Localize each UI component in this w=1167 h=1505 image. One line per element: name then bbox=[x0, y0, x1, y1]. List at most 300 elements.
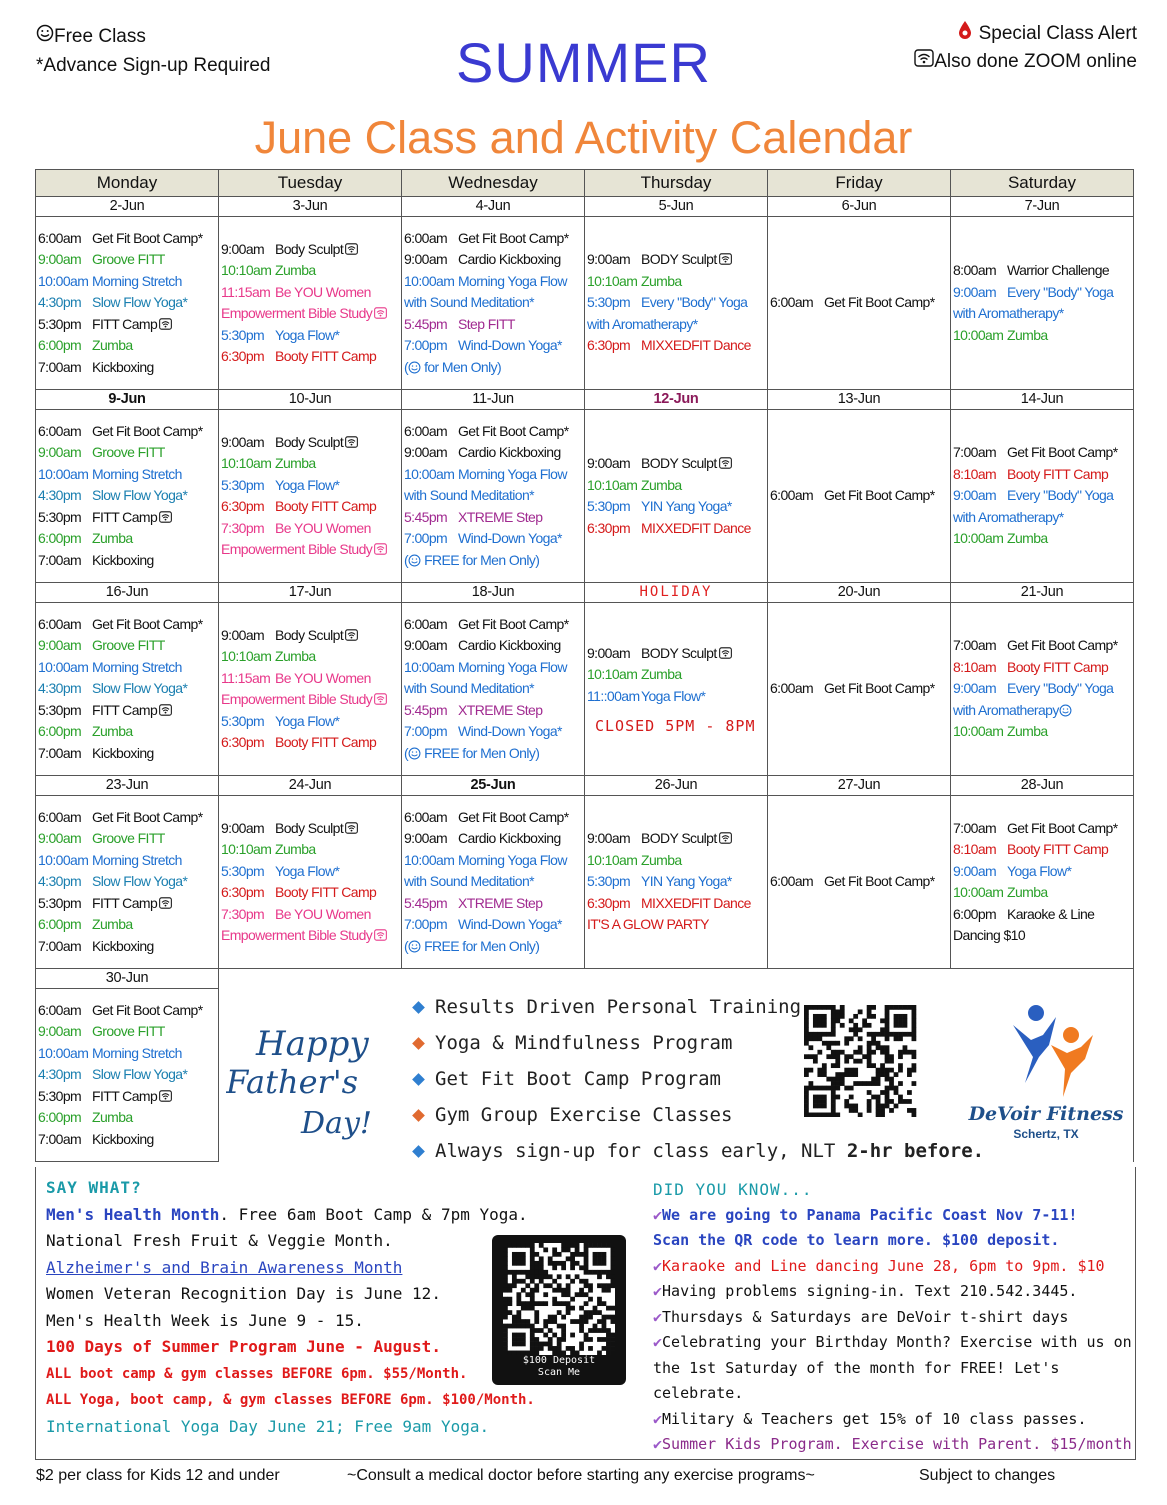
class-entry bbox=[953, 678, 1133, 700]
class-row bbox=[36, 603, 1134, 776]
class-name: Cardio Kickboxing bbox=[458, 637, 561, 654]
class-name: Be YOU Women bbox=[275, 519, 371, 536]
devoir-logo bbox=[961, 995, 1131, 1145]
class-entry bbox=[587, 496, 767, 518]
smiley-icon: ( bbox=[404, 745, 424, 761]
class-time: 10:00am bbox=[953, 326, 1004, 343]
class-entry bbox=[38, 1129, 218, 1151]
class-name: Cardio Kickboxing bbox=[458, 830, 561, 847]
class-time: 4:30pm bbox=[38, 680, 82, 697]
fact-text: Summer Kids Program. Exercise with Parent. $15/month bbox=[662, 1435, 1132, 1453]
class-name: Morning Yoga Flow bbox=[458, 272, 567, 289]
class-time: 5:45pm bbox=[404, 508, 448, 525]
class-entry bbox=[221, 818, 401, 840]
class-name: Get Fit Boot Camp* bbox=[92, 1001, 203, 1018]
class-name: Zumba bbox=[92, 337, 133, 354]
class-name: Get Fit Boot Camp* bbox=[824, 680, 935, 697]
class-name: Morning Stretch bbox=[92, 465, 182, 482]
class-time: 9:00am bbox=[38, 637, 82, 654]
did-you-know-heading: DID YOU KNOW... bbox=[653, 1180, 813, 1199]
class-entry bbox=[404, 678, 584, 700]
class-name: Yoga Flow* bbox=[275, 326, 340, 343]
class-name: Booty FITT Camp bbox=[1007, 658, 1109, 675]
class-time: 10:10am bbox=[221, 841, 272, 857]
class-entry bbox=[953, 818, 1133, 840]
class-entry bbox=[221, 325, 401, 347]
class-name: Groove FITT bbox=[92, 444, 165, 461]
date-label: 26-Jun bbox=[585, 776, 768, 796]
class-time: 6:00am bbox=[404, 229, 448, 246]
class-name: Kickboxing bbox=[92, 937, 154, 954]
class-entry bbox=[404, 507, 584, 529]
checkmark-icon: ✔ bbox=[653, 1435, 663, 1453]
class-name: BODY Sculpt bbox=[641, 830, 717, 847]
class-entry bbox=[404, 550, 584, 572]
class-entry bbox=[587, 335, 767, 357]
day-cell bbox=[402, 796, 585, 969]
class-entry bbox=[953, 700, 1133, 722]
class-name: Zumba bbox=[92, 1109, 133, 1126]
zoom-icon bbox=[157, 316, 172, 332]
fact-text: the 1st Saturday of the month for FREE! Let's celebrate. bbox=[653, 1358, 1060, 1402]
day-cell bbox=[585, 217, 768, 390]
class-time: 10:00am bbox=[404, 658, 455, 675]
class-entry bbox=[404, 936, 584, 958]
day-cell bbox=[768, 796, 951, 969]
footer-subject: Subject to changes bbox=[919, 1467, 1056, 1484]
class-entry bbox=[38, 485, 218, 507]
class-name: with Sound Meditation* bbox=[404, 873, 534, 890]
class-entry bbox=[38, 893, 218, 915]
fathers-day-graphic bbox=[226, 1005, 396, 1145]
class-name: Morning Stretch bbox=[92, 1044, 182, 1061]
class-time: 7:00am bbox=[38, 744, 82, 761]
class-name: Booty FITT Camp bbox=[275, 498, 377, 514]
zoom-icon bbox=[157, 1088, 172, 1104]
class-entry bbox=[770, 292, 950, 314]
class-entry bbox=[38, 871, 218, 893]
date-label: 17-Jun bbox=[219, 583, 402, 603]
class-time: 5:30pm bbox=[38, 894, 82, 911]
day-cell bbox=[36, 410, 219, 583]
date-row bbox=[36, 776, 1134, 796]
date-label: 30-Jun bbox=[36, 969, 219, 989]
class-name: with Aromatherapy bbox=[953, 701, 1059, 718]
class-name: Get Fit Boot Camp* bbox=[824, 487, 935, 504]
day-cell bbox=[402, 603, 585, 776]
zoom-icon bbox=[372, 927, 387, 943]
class-name: MIXXEDFIT Dance bbox=[641, 894, 751, 911]
smiley-icon: ( bbox=[404, 552, 424, 568]
date-label: 23-Jun bbox=[36, 776, 219, 796]
class-entry bbox=[587, 914, 767, 936]
class-name: with Aromatherapy* bbox=[953, 305, 1064, 321]
class-entry bbox=[953, 325, 1133, 347]
class-time: 10:00am bbox=[404, 465, 455, 482]
zoom-icon bbox=[717, 455, 732, 471]
class-name: Dancing $10 bbox=[953, 927, 1026, 943]
class-entry bbox=[221, 496, 401, 518]
class-time: 9:00am bbox=[953, 862, 997, 879]
class-entry bbox=[953, 925, 1133, 947]
date-label: 24-Jun bbox=[219, 776, 402, 796]
fathers-day-line2: Father's bbox=[226, 1063, 359, 1101]
class-name: Every "Body" Yoga bbox=[1007, 283, 1114, 300]
class-entry bbox=[38, 828, 218, 850]
class-row bbox=[36, 796, 1134, 969]
class-entry bbox=[404, 464, 584, 486]
class-name: Booty FITT Camp bbox=[1007, 465, 1109, 482]
class-entry bbox=[404, 700, 584, 722]
class-name: Step FITT bbox=[458, 315, 515, 332]
class-entry bbox=[38, 1086, 218, 1108]
class-time: 9:00am bbox=[221, 819, 265, 836]
class-entry bbox=[770, 485, 950, 507]
class-entry bbox=[587, 828, 767, 850]
class-entry bbox=[38, 1043, 218, 1065]
class-time: 7:00am bbox=[953, 819, 997, 836]
class-entry bbox=[404, 442, 584, 464]
date-label: 16-Jun bbox=[36, 583, 219, 603]
class-entry bbox=[221, 689, 401, 711]
class-time: 9:00am bbox=[587, 830, 631, 847]
class-time: 9:00am bbox=[38, 830, 82, 847]
class-time: 6:30pm bbox=[221, 884, 265, 900]
date-label: 25-Jun bbox=[402, 776, 585, 796]
class-name: Wind-Down Yoga* bbox=[458, 723, 562, 740]
footer-consult: ~Consult a medical doctor before starting any exercise programs~ bbox=[347, 1467, 815, 1484]
class-name: with Sound Meditation* bbox=[404, 487, 534, 504]
day-header: Saturday bbox=[951, 170, 1134, 197]
class-name: Morning Stretch bbox=[92, 658, 182, 675]
class-entry bbox=[38, 743, 218, 765]
class-entry bbox=[38, 271, 218, 293]
fact-item bbox=[653, 1254, 1135, 1280]
class-name: Morning Stretch bbox=[92, 851, 182, 868]
class-entry bbox=[404, 807, 584, 829]
class-entry bbox=[404, 871, 584, 893]
class-time: 6:00am bbox=[38, 229, 82, 246]
class-name: Be YOU Women bbox=[275, 283, 371, 300]
class-entry bbox=[587, 643, 767, 665]
class-name: BODY Sculpt bbox=[641, 251, 717, 268]
class-time: 10:00am bbox=[38, 272, 89, 289]
class-time: 10:00am bbox=[404, 851, 455, 868]
class-time: 6:30pm bbox=[221, 734, 265, 750]
class-name: Zumba bbox=[641, 666, 682, 683]
class-entry bbox=[38, 657, 218, 679]
class-name: Empowerment Bible Study bbox=[221, 691, 373, 707]
checkmark-icon: ✔ bbox=[653, 1256, 663, 1275]
class-name: YIN Yang Yoga* bbox=[641, 498, 732, 514]
class-time: 10:00am bbox=[953, 884, 1004, 900]
day-header: Tuesday bbox=[219, 170, 402, 197]
class-name: Every "Body" Yoga bbox=[1007, 487, 1114, 504]
date-row bbox=[36, 583, 1134, 603]
class-entry bbox=[221, 303, 401, 325]
class-entry bbox=[38, 1107, 218, 1129]
class-name: Slow Flow Yoga* bbox=[92, 680, 188, 697]
class-time: 6:00am bbox=[770, 873, 814, 890]
fathers-day-line1: Happy bbox=[256, 1024, 369, 1064]
class-time: 11:15am bbox=[221, 283, 271, 300]
date-label: HOLIDAY bbox=[585, 583, 768, 603]
qr-code-training[interactable] bbox=[804, 1005, 926, 1122]
day-cell bbox=[36, 603, 219, 776]
class-name: Wind-Down Yoga* bbox=[458, 916, 562, 933]
promo-area bbox=[216, 975, 1134, 1165]
class-name: Yoga Flow* bbox=[641, 687, 706, 704]
class-time: 7:00am bbox=[38, 937, 82, 954]
class-name: Zumba bbox=[1007, 530, 1048, 547]
class-entry bbox=[404, 271, 584, 293]
zoom-icon bbox=[343, 627, 358, 643]
logo-name: DeVoir Fitness bbox=[968, 1103, 1124, 1125]
class-time: 5:30pm bbox=[221, 862, 265, 879]
class-time: 9:00am bbox=[404, 251, 448, 268]
diamond-bullet-icon bbox=[412, 1145, 425, 1158]
class-entry bbox=[38, 1064, 218, 1086]
class-entry bbox=[38, 314, 218, 336]
class-entry bbox=[221, 475, 401, 497]
class-entry bbox=[404, 743, 584, 765]
class-entry bbox=[404, 421, 584, 443]
class-entry bbox=[404, 228, 584, 250]
class-entry bbox=[38, 357, 218, 379]
class-time: 9:00am bbox=[221, 626, 265, 643]
class-name: Wind-Down Yoga* bbox=[458, 337, 562, 354]
class-time: 6:00am bbox=[38, 808, 82, 825]
class-name: Get Fit Boot Camp* bbox=[92, 422, 203, 439]
class-time: 10:00am bbox=[953, 723, 1004, 740]
diamond-bullet-icon bbox=[412, 1109, 425, 1122]
class-name: XTREME Step bbox=[458, 701, 543, 718]
class-time: 5:45pm bbox=[404, 701, 448, 718]
class-name: with Aromatherapy* bbox=[587, 315, 698, 332]
alzheimers-link[interactable]: Alzheimer's and Brain Awareness Month bbox=[46, 1257, 403, 1277]
class-name: for Men Only) bbox=[424, 358, 502, 375]
class-entry bbox=[221, 711, 401, 733]
program-text: Get Fit Boot Camp Program bbox=[435, 1068, 721, 1090]
fact-item bbox=[653, 1228, 1135, 1254]
class-time: 10:00am bbox=[404, 272, 455, 289]
class-entry bbox=[953, 260, 1133, 282]
legend-special: Special Class Alert bbox=[914, 20, 1137, 48]
class-entry bbox=[221, 861, 401, 883]
class-entry bbox=[221, 432, 401, 454]
logo-figures-icon bbox=[1013, 1005, 1093, 1097]
class-entry bbox=[221, 625, 401, 647]
zoom-icon bbox=[157, 895, 172, 911]
class-time: 5:30pm bbox=[38, 1087, 82, 1104]
class-time: 7:00pm bbox=[404, 530, 448, 547]
yoga-price-line: ALL Yoga, boot camp, & gym classes BEFORE 6pm. $100/Month. bbox=[46, 1392, 535, 1408]
class-name: Slow Flow Yoga* bbox=[92, 1066, 188, 1083]
class-name: Zumba bbox=[1007, 884, 1048, 900]
class-entry bbox=[587, 314, 767, 336]
class-name: Wind-Down Yoga* bbox=[458, 530, 562, 547]
fact-text: We are going to Panama Pacific Coast Nov 7-11! bbox=[662, 1205, 1078, 1224]
fact-text: Scan the QR code to learn more. $100 deposit. bbox=[653, 1231, 1060, 1249]
class-time: 10:10am bbox=[221, 648, 272, 664]
class-name: Get Fit Boot Camp* bbox=[458, 229, 569, 246]
class-name: YIN Yang Yoga* bbox=[641, 873, 732, 890]
class-time: 7:30pm bbox=[221, 905, 265, 922]
class-entry bbox=[404, 314, 584, 336]
checkmark-icon: ✔ bbox=[653, 1205, 663, 1224]
class-entry bbox=[953, 861, 1133, 883]
class-entry bbox=[38, 464, 218, 486]
class-time: 6:30pm bbox=[221, 348, 265, 364]
class-name: Cardio Kickboxing bbox=[458, 251, 561, 268]
day-header: Thursday bbox=[585, 170, 768, 197]
say-what-section bbox=[46, 1175, 535, 1440]
boot-price-line: ALL boot camp & gym classes BEFORE 6pm. $55/Month. bbox=[46, 1365, 468, 1382]
class-name: Groove FITT bbox=[92, 1023, 165, 1040]
class-name: Zumba bbox=[92, 916, 133, 933]
class-time: 10:10am bbox=[587, 851, 638, 868]
class-time: 4:30pm bbox=[38, 294, 82, 311]
footer-kids: $2 per class for Kids 12 and under bbox=[36, 1467, 280, 1484]
class-name: Yoga Flow* bbox=[275, 476, 340, 493]
class-name: Morning Stretch bbox=[92, 272, 182, 289]
class-entry bbox=[953, 635, 1133, 657]
class-name: FITT Camp bbox=[92, 315, 158, 332]
checkmark-icon: ✔ bbox=[653, 1282, 663, 1300]
class-entry bbox=[221, 346, 401, 368]
veteran-line: Women Veteran Recognition Day is June 12. bbox=[46, 1284, 441, 1303]
class-entry bbox=[404, 485, 584, 507]
day-cell bbox=[585, 603, 768, 776]
class-name: IT'S A GLOW PARTY bbox=[587, 916, 709, 933]
class-entry bbox=[38, 442, 218, 464]
date-label: 20-Jun bbox=[768, 583, 951, 603]
date-label: 14-Jun bbox=[951, 390, 1134, 410]
class-name: BODY Sculpt bbox=[641, 644, 717, 661]
class-name: Every "Body" Yoga bbox=[641, 294, 748, 311]
fact-text: Having problems signing-in. Text 210.542.3445. bbox=[662, 1282, 1078, 1300]
season-title: SUMMER bbox=[456, 31, 711, 94]
class-entry bbox=[404, 828, 584, 850]
zoom-icon bbox=[343, 241, 358, 257]
qr-code-deposit[interactable] bbox=[492, 1235, 626, 1385]
class-row bbox=[36, 217, 1134, 390]
class-entry bbox=[404, 635, 584, 657]
day-cell bbox=[36, 796, 219, 969]
class-name: FITT Camp bbox=[92, 508, 158, 525]
class-time: 9:00am bbox=[587, 251, 631, 268]
class-entry bbox=[38, 421, 218, 443]
class-entry bbox=[221, 646, 401, 668]
class-entry bbox=[953, 485, 1133, 507]
date-label: 13-Jun bbox=[768, 390, 951, 410]
class-entry bbox=[38, 936, 218, 958]
class-entry bbox=[221, 260, 401, 282]
page-title: June Class and Activity Calendar bbox=[254, 112, 913, 163]
class-name: Yoga Flow* bbox=[275, 862, 340, 879]
class-name: Be YOU Women bbox=[275, 669, 371, 686]
day-cell bbox=[36, 989, 219, 1162]
class-time: 9:00am bbox=[587, 455, 631, 471]
class-entry bbox=[587, 453, 767, 475]
class-name: Morning Yoga Flow bbox=[458, 658, 567, 675]
class-entry bbox=[221, 453, 401, 475]
class-time: 5:30pm bbox=[221, 476, 265, 493]
program-emphasis: 2-hr before. bbox=[846, 1140, 985, 1162]
class-name: Yoga Flow* bbox=[275, 712, 340, 729]
date-label: 11-Jun bbox=[402, 390, 585, 410]
day-header-row bbox=[36, 170, 1134, 197]
class-time: 5:30pm bbox=[221, 712, 265, 729]
zoom-icon bbox=[717, 830, 732, 846]
class-time: 7:00am bbox=[953, 444, 997, 461]
smiley-icon: ( bbox=[404, 359, 424, 375]
class-entry bbox=[953, 839, 1133, 861]
class-name: Booty FITT Camp bbox=[275, 884, 377, 900]
class-time: 7:30pm bbox=[221, 519, 265, 536]
class-entry bbox=[221, 904, 401, 926]
class-time: 6:00am bbox=[770, 294, 814, 311]
class-time: 9:00am bbox=[38, 444, 82, 461]
class-name: FREE for Men Only) bbox=[424, 551, 540, 568]
class-entry bbox=[221, 539, 401, 561]
class-name: Morning Yoga Flow bbox=[458, 465, 567, 482]
class-time: 11::00am bbox=[587, 687, 640, 704]
class-time: 9:00am bbox=[587, 644, 631, 661]
class-name: Kickboxing bbox=[92, 358, 154, 375]
class-entry bbox=[587, 686, 767, 708]
class-entry bbox=[38, 850, 218, 872]
class-entry bbox=[587, 475, 767, 497]
class-time: 6:00am bbox=[404, 615, 448, 632]
class-name: XTREME Step bbox=[458, 508, 543, 525]
class-name: Kickboxing bbox=[92, 551, 154, 568]
date-label: 9-Jun bbox=[36, 390, 219, 410]
class-time: 4:30pm bbox=[38, 873, 82, 890]
program-text: Yoga & Mindfulness Program bbox=[435, 1032, 733, 1054]
class-entry bbox=[404, 292, 584, 314]
zoom-icon bbox=[717, 251, 732, 267]
class-time: 10:00am bbox=[38, 465, 89, 482]
day-header: Monday bbox=[36, 170, 219, 197]
class-time: 8:10am bbox=[953, 465, 997, 482]
class-entry bbox=[38, 1000, 218, 1022]
class-entry bbox=[404, 335, 584, 357]
day-cell bbox=[36, 217, 219, 390]
class-time: 10:10am bbox=[587, 666, 638, 683]
class-entry bbox=[221, 239, 401, 261]
class-name: Booty FITT Camp bbox=[1007, 841, 1109, 857]
fact-text: Military & Teachers get 15% of 10 class passes. bbox=[662, 1409, 1087, 1428]
class-entry bbox=[953, 442, 1133, 464]
class-name: Empowerment Bible Study bbox=[221, 927, 373, 943]
class-entry bbox=[38, 249, 218, 271]
class-time: 9:00am bbox=[38, 251, 82, 268]
holiday-closed-note: CLOSED 5PM - 8PM bbox=[595, 717, 756, 736]
class-entry bbox=[404, 721, 584, 743]
class-name: FREE for Men Only) bbox=[424, 937, 540, 954]
class-name: Booty FITT Camp bbox=[275, 348, 377, 364]
class-entry bbox=[38, 614, 218, 636]
yoga-day-line: International Yoga Day June 21; Free 9am Yoga. bbox=[46, 1416, 490, 1436]
class-time: 6:00am bbox=[404, 422, 448, 439]
class-name: Get Fit Boot Camp* bbox=[458, 422, 569, 439]
class-name: Get Fit Boot Camp* bbox=[1007, 637, 1118, 654]
class-time: 10:00am bbox=[38, 658, 89, 675]
class-name: Groove FITT bbox=[92, 830, 165, 847]
class-time: 7:00am bbox=[38, 1130, 82, 1147]
day-cell bbox=[951, 410, 1134, 583]
